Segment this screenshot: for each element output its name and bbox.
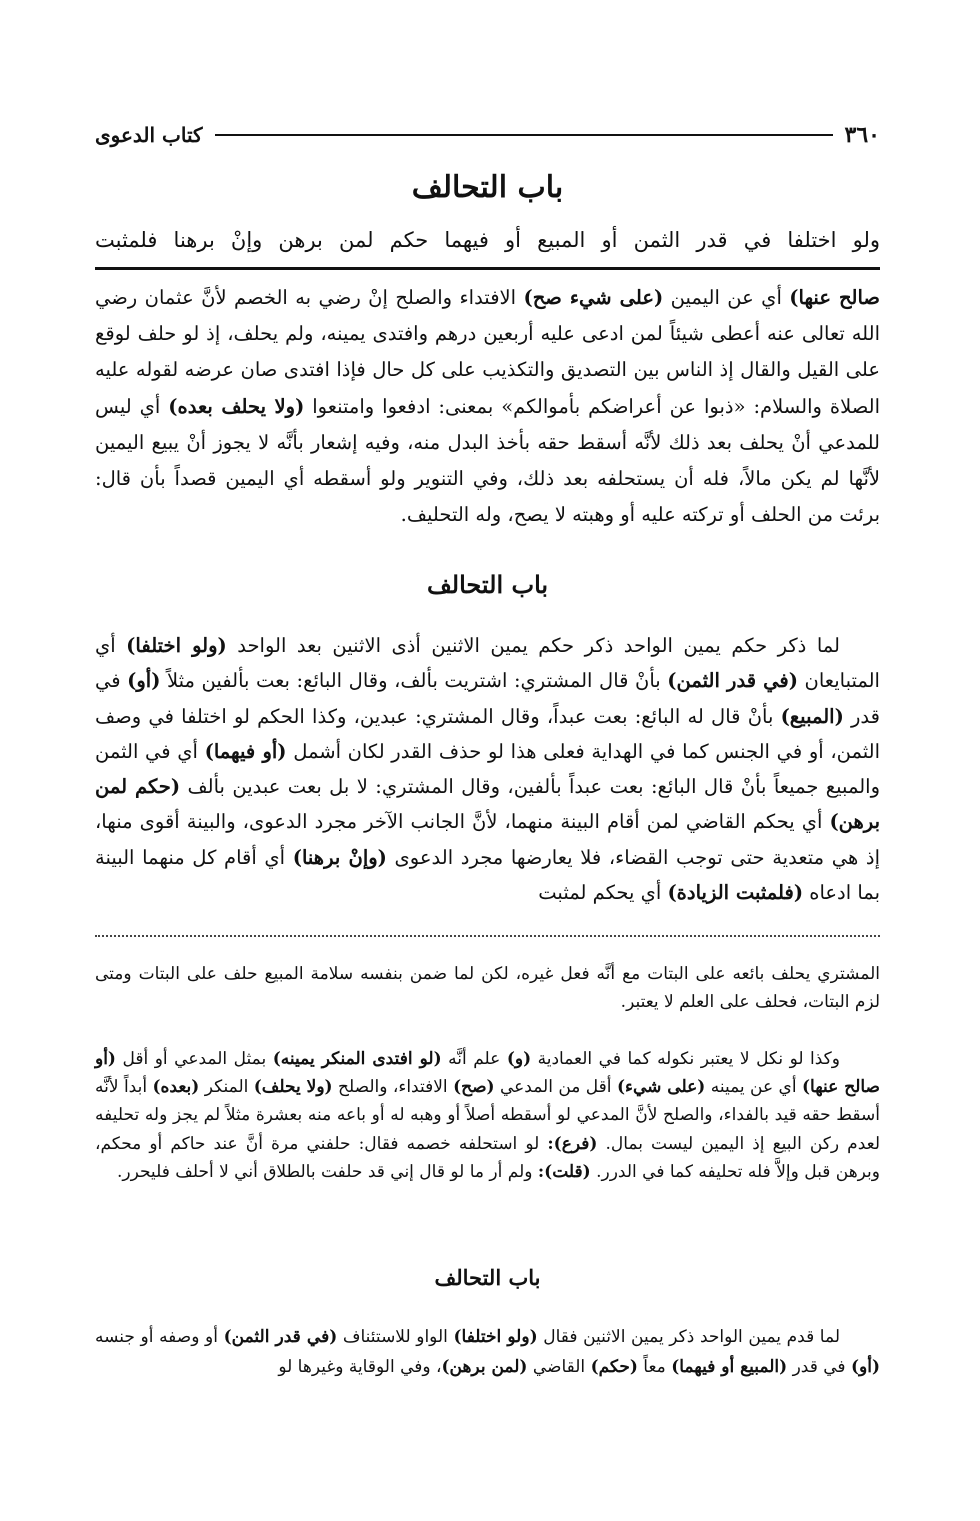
bold-term: (في قدر الثمن) bbox=[667, 669, 798, 693]
text-run: أي في الثمن والمبيع جميعاً بأنْ قال البائع: بعت عبداً بألفين، وقال المشتري: لا بل بعت عبدين بألف bbox=[95, 739, 880, 799]
bold-term: (حكم لمن برهن) bbox=[95, 775, 880, 834]
bold-term: (صح) bbox=[453, 1077, 495, 1098]
matn-divider bbox=[95, 267, 880, 270]
running-header bbox=[95, 118, 880, 152]
text-run: ولم أر ما لو قال إني قد حلفت بالطلاق أني لا أحلف فليحرر. bbox=[116, 1161, 538, 1182]
text-run: أبداً لأنَّه أسقط حقه قيد بالفداء، والصلح لأنَّ المدعي لو أسقطه أصلاً أو وهبه له أو باعه منه بعشرة مثلاً لم يجز وله تحليفه لعدم ركن البيع إذ اليمين ليست بمال. bbox=[95, 1077, 881, 1154]
text-run: بأنْ قال له البائع: بعت عبداً، وقال المشتري: عبدين، وكذا الحكم لو اختلفا في وصف الثمن، أو في الجنس كما في الهداية فعلى هذا لو حذف القدر لكان أشمل bbox=[95, 704, 880, 763]
text-run: الافتداء، والصلح bbox=[332, 1077, 454, 1098]
bold-term: صالح عنها) bbox=[789, 286, 880, 309]
bold-term: (أو صالح عنها) bbox=[95, 1049, 880, 1098]
text-run: معاً bbox=[637, 1357, 672, 1377]
bold-term: (ولا يحلف) bbox=[253, 1077, 333, 1098]
text-run: بأنْ قال المشتري: اشتريت بألف، وقال البائع: بعت بألفين مثلاً bbox=[160, 669, 668, 693]
bold-term: (أو) bbox=[850, 1357, 880, 1377]
bold-term: (على شيء) bbox=[616, 1077, 706, 1098]
text-run: بمثل المدعي أو أقل bbox=[115, 1049, 273, 1069]
bold-term: (أو فيهما) bbox=[204, 739, 287, 763]
text-run: القاضي bbox=[527, 1357, 591, 1377]
bold-term: (و) bbox=[506, 1049, 532, 1069]
text-run: أي عن يمينه bbox=[705, 1077, 802, 1098]
bold-term: (لمن برهن) bbox=[441, 1357, 528, 1377]
text-run: لو استحلفه خصمه فقال: حلفني مرة أنَّ عند حاكم أو محكم، وبرهن قبل وإلاَّ فله تحليفه كما في الدرر. bbox=[95, 1133, 880, 1182]
text-run: أي المتبايعان bbox=[95, 634, 880, 693]
text-run: ، وفي الوقاية وغيرها لو bbox=[278, 1357, 442, 1377]
text-run: أي يحكم القاضي لمن أقام البينة منهما، لأنَّ الجانب الآخر مجرد الدعوى، والبينة أقوى منها، إذ هي متعدية حتى توجب القضاء، فلا يعارضها مجرد الدعوى bbox=[95, 810, 880, 869]
bold-term: (أو) bbox=[127, 669, 161, 693]
text-run: أقل من المدعي bbox=[494, 1077, 617, 1098]
text-run: علم أنَّه bbox=[441, 1049, 507, 1069]
text-run: الافتداء والصلح إنْ رضي به الخصم لأنَّ عثمان رضي الله تعالى عنه أعطى شيئاً لمن ادعى عليه أربعين درهم وافتدى يمينه، ولم يحلف، إذ لو حلف لوقع على القيل والقال إذ الناس بين التصديق والتكذيب على كل حال فإذا افتدى صان عرضه لقوله عليه الصلاة والسلام: «ذبوا عن أعراضكم بأموالكم» بمعنى: ادفعوا وامتنعوا bbox=[95, 286, 881, 418]
bold-term: (المبيع أو فيهما) bbox=[671, 1357, 788, 1377]
text-run: لما ذكر حكم يمين الواحد ذكر حكم يمين الاثنين أذى الاثنين بعد الواحد bbox=[226, 634, 840, 657]
chapter-title: باب التحالف bbox=[411, 170, 564, 205]
footnote-paragraph-1: المشتري يحلف بائعه على البتات مع أنَّه فعل غيره، لكن لما ضمن بنفسه سلامة المبيع حلف على البتات ومتى لزم البتات، فحلف على العلم لا يعتبر. bbox=[95, 964, 880, 1012]
text-run: أي ليس للمدعي أنْ يحلف بعد ذلك لأنَّه أسقط حقه بأخذ البدل منه، وفيه إشعار بأنَّه لا يجوز أنْ يبيع اليمين لأنَّها لم يكن مالاً، فله أن يستحلفه بعد ذلك، وفي التنوير ولو أسقطه أي اليمين قصداً بأن قال: برئت من الحلف أو تركته عليه أو وهبته لا يصح، وله التحليف. bbox=[95, 394, 880, 527]
bold-term: (على شيء صح) bbox=[523, 286, 664, 309]
section-title-1: باب التحالف bbox=[426, 570, 549, 599]
bold-term: (فلمثبت الزيادة) bbox=[667, 881, 804, 905]
bold-term: (ولو اختلفا) bbox=[126, 634, 227, 657]
bold-term: (في قدر الثمن) bbox=[223, 1327, 338, 1347]
bold-term: (حكم) bbox=[590, 1357, 638, 1377]
footnote-paragraph-3 bbox=[95, 1322, 880, 1382]
bold-term: (قلت): bbox=[537, 1161, 591, 1182]
text-run: الواو للاستئناف bbox=[337, 1327, 454, 1347]
bold-term: (بعده) bbox=[152, 1077, 200, 1098]
commentary-paragraph-1 bbox=[95, 280, 880, 533]
text-run: أي أقام كل منهما البينة بما ادعاه bbox=[95, 845, 880, 905]
commentary-paragraph-2 bbox=[95, 628, 880, 910]
dotted-divider bbox=[95, 935, 880, 937]
text-run: في قدر bbox=[95, 669, 880, 728]
footnote-paragraph-2 bbox=[95, 1045, 880, 1186]
matn-text: ولو اختلفا في قدر الثمن أو المبيع أو فيهما حكم لمن برهن وإنْ برهنا فلمثبت bbox=[95, 228, 880, 252]
bold-term: (لو افتدى المنكر يمينه) bbox=[272, 1049, 442, 1069]
bold-term: (ولا يحلف بعده) bbox=[168, 394, 305, 418]
text-run: أي يحكم لمثبت bbox=[538, 881, 668, 905]
header-rule bbox=[215, 134, 833, 136]
text-run: وكذا لو نكل لا يعتبر نكوله كما في العمادية bbox=[531, 1049, 840, 1069]
text-run: أو وصفه أو جنسه bbox=[95, 1327, 224, 1347]
bold-term: (وإنْ برهنا) bbox=[292, 845, 387, 869]
text-run: أي عن اليمين bbox=[663, 286, 790, 309]
text-run: في قدر bbox=[787, 1357, 851, 1377]
book-title: كتاب الدعوى bbox=[95, 123, 203, 147]
text-run: المنكر bbox=[199, 1077, 254, 1098]
section-title-2: باب التحالف bbox=[434, 1265, 541, 1290]
page-number: ٣٦٠ bbox=[844, 122, 880, 148]
text-run: لما قدم يمين الواحد ذكر يمين الاثنين فقال bbox=[537, 1327, 840, 1347]
bold-term: (المبيع) bbox=[780, 704, 844, 728]
bold-term: (فرع): bbox=[547, 1133, 598, 1154]
bold-term: (ولو اختلفا) bbox=[453, 1327, 538, 1347]
